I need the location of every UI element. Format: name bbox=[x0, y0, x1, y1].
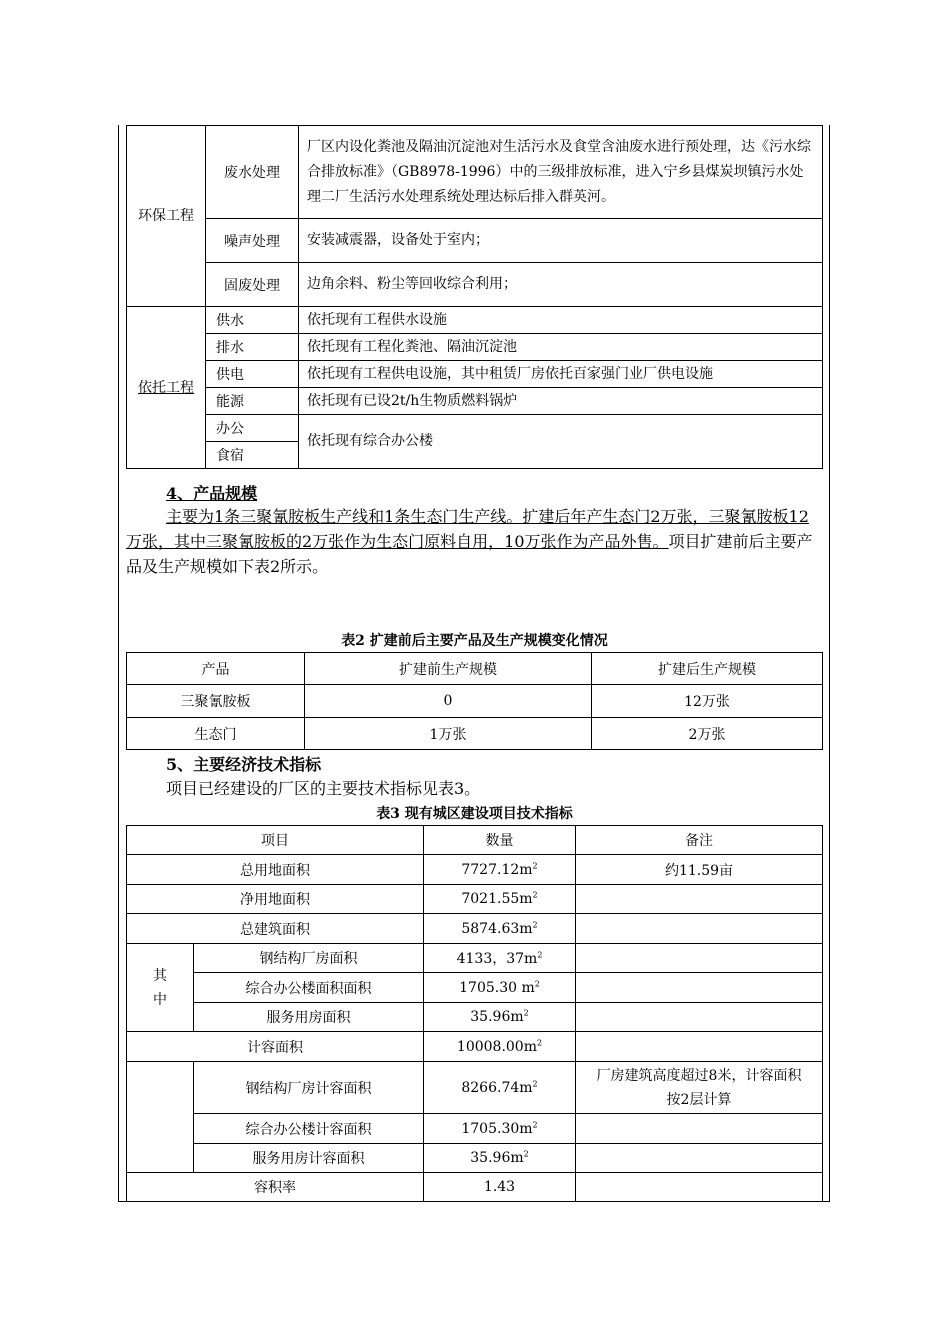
row-desc: 厂区内设化粪池及隔油沉淀池对生活污水及食堂含油废水进行预处理，达《污水综合排放标准》（GB8978-1996）中的三级排放标准，进入宁乡县煤炭坝镇污水处理二厂生活污水处理系统处理达标后排入群英河。 bbox=[299, 126, 823, 219]
table-cell: 总建筑面积 bbox=[127, 914, 424, 944]
unit-superscript: 2 bbox=[537, 950, 543, 960]
row-name: 固废处理 bbox=[206, 263, 299, 307]
table-cell bbox=[576, 944, 823, 973]
unit-superscript: 2 bbox=[532, 890, 538, 900]
project-composition-table bbox=[126, 125, 823, 469]
table-cell: 生态门 bbox=[127, 718, 305, 750]
table-cell: 1705.30 $m^2$ bbox=[424, 973, 576, 1003]
table-row bbox=[127, 126, 823, 219]
section-5-paragraph: 项目已经建设的厂区的主要技术指标见表3。 bbox=[166, 779, 481, 798]
table-row bbox=[127, 944, 823, 973]
row-desc: 依托现有综合办公楼 bbox=[299, 415, 823, 469]
table-cell bbox=[576, 1032, 823, 1062]
table-cell: $5874.63m^2$ bbox=[424, 914, 576, 944]
unit-superscript: 2 bbox=[534, 978, 540, 988]
column-header: 项目 bbox=[127, 826, 424, 855]
row-desc: 依托现有已设2t/h生物质燃料锅炉 bbox=[299, 388, 823, 415]
table-cell: $1705.30m^2$ bbox=[424, 1114, 576, 1144]
table-row bbox=[127, 388, 823, 415]
table-cell: 约11.59亩 bbox=[576, 855, 823, 885]
table-cell bbox=[576, 914, 823, 944]
table-row bbox=[127, 415, 823, 442]
table-cell: 12万张 bbox=[592, 685, 823, 718]
row-name: 排水 bbox=[206, 334, 299, 361]
table-cell: $10008.00m^2$ bbox=[424, 1032, 576, 1062]
table-cell bbox=[576, 1114, 823, 1144]
table-cell: $35.96m^2$ bbox=[424, 1003, 576, 1032]
table-row bbox=[127, 219, 823, 263]
table-row bbox=[127, 1003, 823, 1032]
column-header: 数量 bbox=[424, 826, 576, 855]
table-cell: 容积率 bbox=[127, 1173, 424, 1202]
table-cell: 4133，$37m^2$ bbox=[424, 944, 576, 973]
column-header: 产品 bbox=[127, 653, 305, 685]
row-name: 办公 bbox=[206, 415, 299, 442]
table-2-caption: 表2 扩建前后主要产品及生产规模变化情况 bbox=[341, 633, 608, 649]
table-cell: $7021.55m^2$ bbox=[424, 885, 576, 914]
unit-superscript: 2 bbox=[532, 919, 538, 929]
row-desc: 依托现有工程化粪池、隔油沉淀池 bbox=[299, 334, 823, 361]
table-cell: $8266.74m^2$ bbox=[424, 1062, 576, 1114]
table-row bbox=[127, 334, 823, 361]
table-cell: 净用地面积 bbox=[127, 885, 424, 914]
section-4-title: 4、产品规模 bbox=[166, 484, 258, 503]
plot-group-cell bbox=[127, 1062, 194, 1173]
table-cell bbox=[576, 1003, 823, 1032]
table-cell bbox=[576, 885, 823, 914]
unit-superscript: 2 bbox=[532, 860, 538, 870]
unit-superscript: 2 bbox=[532, 1078, 538, 1088]
table-cell: 三聚氰胺板 bbox=[127, 685, 305, 718]
unit-superscript: 2 bbox=[523, 1008, 529, 1018]
column-header: 扩建后生产规模 bbox=[592, 653, 823, 685]
table-cell: 2万张 bbox=[592, 718, 823, 750]
table-cell: $35.96m^2$ bbox=[424, 1144, 576, 1173]
sub-group-cell: 其中 bbox=[127, 944, 194, 1032]
table-cell bbox=[576, 1173, 823, 1202]
table-row bbox=[127, 1173, 823, 1202]
product-scale-table bbox=[126, 652, 823, 750]
table-cell: 服务用房计容面积 bbox=[194, 1144, 424, 1173]
dep-group-cell: 依托工程 bbox=[127, 307, 206, 469]
row-name: 废水处理 bbox=[206, 126, 299, 219]
table-cell: 厂房建筑高度超过8米，计容面积按2层计算 bbox=[576, 1062, 823, 1114]
table-row bbox=[127, 855, 823, 885]
table-row bbox=[127, 361, 823, 388]
table-cell: 1万张 bbox=[305, 718, 592, 750]
row-name: 食宿 bbox=[206, 442, 299, 469]
unit-superscript: 2 bbox=[532, 1119, 538, 1129]
table-row bbox=[127, 885, 823, 914]
row-name: 供水 bbox=[206, 307, 299, 334]
table-cell: 钢结构厂房面积 bbox=[194, 944, 424, 973]
table-row bbox=[127, 973, 823, 1003]
table-row bbox=[127, 718, 823, 750]
table-cell bbox=[576, 1144, 823, 1173]
column-header: 扩建前生产规模 bbox=[305, 653, 592, 685]
section-4-paragraph bbox=[126, 504, 823, 579]
tech-indicator-table bbox=[126, 825, 823, 1202]
table-row bbox=[127, 1032, 823, 1062]
section-5-title: 5、主要经济技术指标 bbox=[166, 755, 322, 774]
column-header: 备注 bbox=[576, 826, 823, 855]
table-header-row bbox=[127, 653, 823, 685]
row-desc: 依托现有工程供水设施 bbox=[299, 307, 823, 334]
para-rest: 项目扩建前后主要产品及生产规模如下表2所示。 bbox=[126, 532, 813, 576]
table-cell: 0 bbox=[305, 685, 592, 718]
table-cell: 钢结构厂房计容面积 bbox=[194, 1062, 424, 1114]
row-desc: 依托现有工程供电设施，其中租赁厂房依托百家强门业厂供电设施 bbox=[299, 361, 823, 388]
table-cell: $7727.12m^2$ bbox=[424, 855, 576, 885]
row-name: 能源 bbox=[206, 388, 299, 415]
para-underlined: 主要为1条三聚氰胺板生产线和1条生态门生产线。扩建后年产生态门2万张，三聚氰胺板12万张，其中三聚氰胺板的2万张作为生态门原料自用，10万张作为产品外售。 bbox=[126, 507, 809, 551]
table-cell: 1.43 bbox=[424, 1173, 576, 1202]
env-group-cell: 环保工程 bbox=[127, 126, 206, 307]
table-cell: 总用地面积 bbox=[127, 855, 424, 885]
row-name: 噪声处理 bbox=[206, 219, 299, 263]
table-cell bbox=[576, 973, 823, 1003]
table-row bbox=[127, 1062, 823, 1114]
table-cell: 综合办公楼面积面积 bbox=[194, 973, 424, 1003]
table-row bbox=[127, 1114, 823, 1144]
table-row bbox=[127, 1144, 823, 1173]
table-row bbox=[127, 685, 823, 718]
row-desc: 边角余料、粉尘等回收综合利用； bbox=[299, 263, 823, 307]
table-row bbox=[127, 914, 823, 944]
unit-superscript: 2 bbox=[536, 1037, 543, 1047]
table-3-caption: 表3 现有城区建设项目技术指标 bbox=[376, 806, 573, 822]
row-name: 供电 bbox=[206, 361, 299, 388]
row-desc: 安装减震器，设备处于室内； bbox=[299, 219, 823, 263]
table-row bbox=[127, 263, 823, 307]
unit-superscript: 2 bbox=[523, 1149, 529, 1159]
table-cell: 计容面积 bbox=[127, 1032, 424, 1062]
table-row bbox=[127, 307, 823, 334]
table-header-row bbox=[127, 826, 823, 855]
table-cell: 综合办公楼计容面积 bbox=[194, 1114, 424, 1144]
table-cell: 服务用房面积 bbox=[194, 1003, 424, 1032]
